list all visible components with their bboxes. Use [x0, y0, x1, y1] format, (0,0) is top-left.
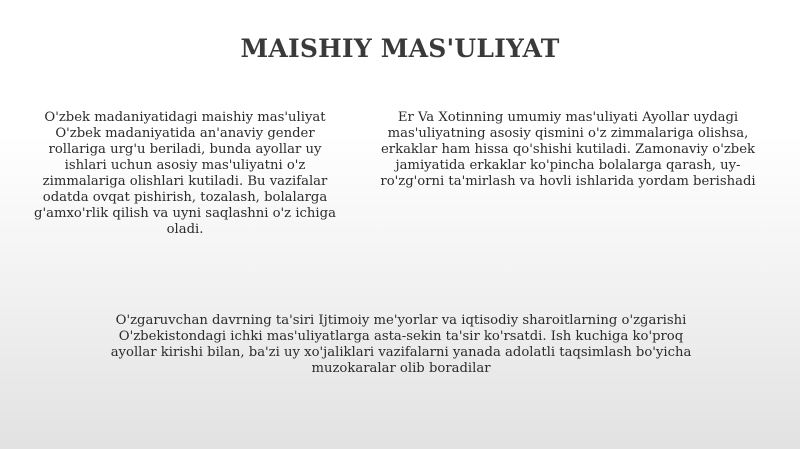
left-column-text: O'zbek madaniyatidagi maishiy mas'uliyat O'zbek madaniyatida an'anaviy gender rollariga urg'u beriladi, bunda ayollar uy ishlari uchun asosiy mas'uliyatni o'z zimmalariga olishlari kutiladi. Bu vazifalar odatda ovqat pishirish, tozalash, bolalarga g'amxo'rlik qilish va uyni saqlashni o'z ichiga oladi.	[34, 110, 336, 237]
right-column-text: Er Va Xotinning umumiy mas'uliyati Ayollar uydagi mas'uliyatning asosiy qismini o'z zimmalariga olishsa, erkaklar ham hissa qo'shishi kutiladi. Zamonaviy o'zbek jamiyatida erkaklar ko'pincha bolalarga qarash, uy-ro'zg'orni ta'mirlash va hovli ishlarida yordam berishadi	[380, 110, 756, 189]
bottom-text: O'zgaruvchan davrning ta'siri Ijtimoiy me'yorlar va iqtisodiy sharoitlarning o'zgarishi O'zbekistondagi ichki mas'uliyatlarga asta-sekin ta'sir ko'rsatdi. Ish kuchiga ko'proq ayollar kirishi bilan, ba'zi uy xo'jaliklari vazifalarni yanada adolatli taqsimlash bo'yicha muzokaralar olib boradilar	[110, 313, 692, 376]
slide-title: MAISHIY MAS'ULIYAT	[240, 34, 560, 63]
